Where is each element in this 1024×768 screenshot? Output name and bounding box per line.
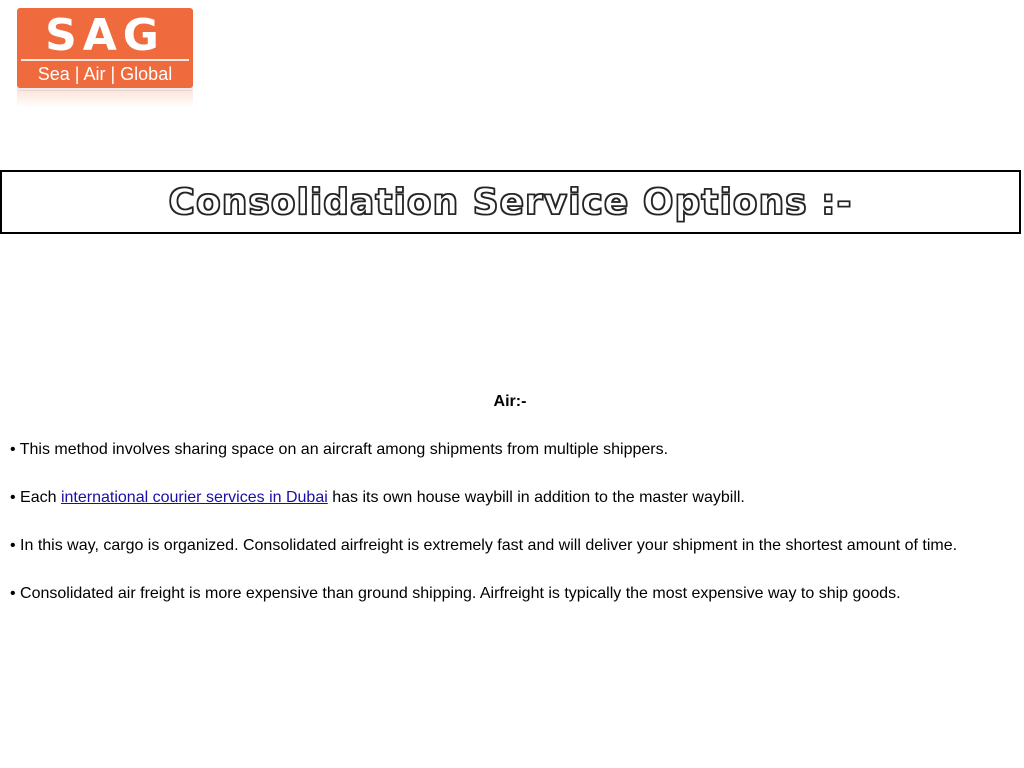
bullet-item: • In this way, cargo is organized. Consolidated airfreight is extremely fast and will deliver your shipment in the shortest amount of time. xyxy=(10,537,958,554)
logo-main-text: SAG xyxy=(45,10,165,61)
bullet-suffix: has its own house waybill in addition to the master waybill. xyxy=(327,489,745,506)
logo-sub-text: Sea | Air | Global xyxy=(21,59,189,86)
bullet-item: • This method involves sharing space on an aircraft among shipments from multiple shippers. xyxy=(10,441,669,458)
sag-logo xyxy=(17,8,193,88)
courier-services-link[interactable]: international courier services in Dubai xyxy=(60,489,328,506)
bullet-item xyxy=(10,486,1010,510)
page-title: Consolidation Service Options :- xyxy=(168,181,853,223)
content-section xyxy=(10,390,1010,630)
bullet-prefix: • Each xyxy=(10,489,61,506)
title-box xyxy=(0,170,1021,234)
bullet-item: • Consolidated air freight is more expensive than ground shipping. Airfreight is typically the most expensive way to ship goods. xyxy=(10,585,901,602)
section-heading: Air:- xyxy=(493,393,527,410)
logo-reflection xyxy=(17,90,193,108)
